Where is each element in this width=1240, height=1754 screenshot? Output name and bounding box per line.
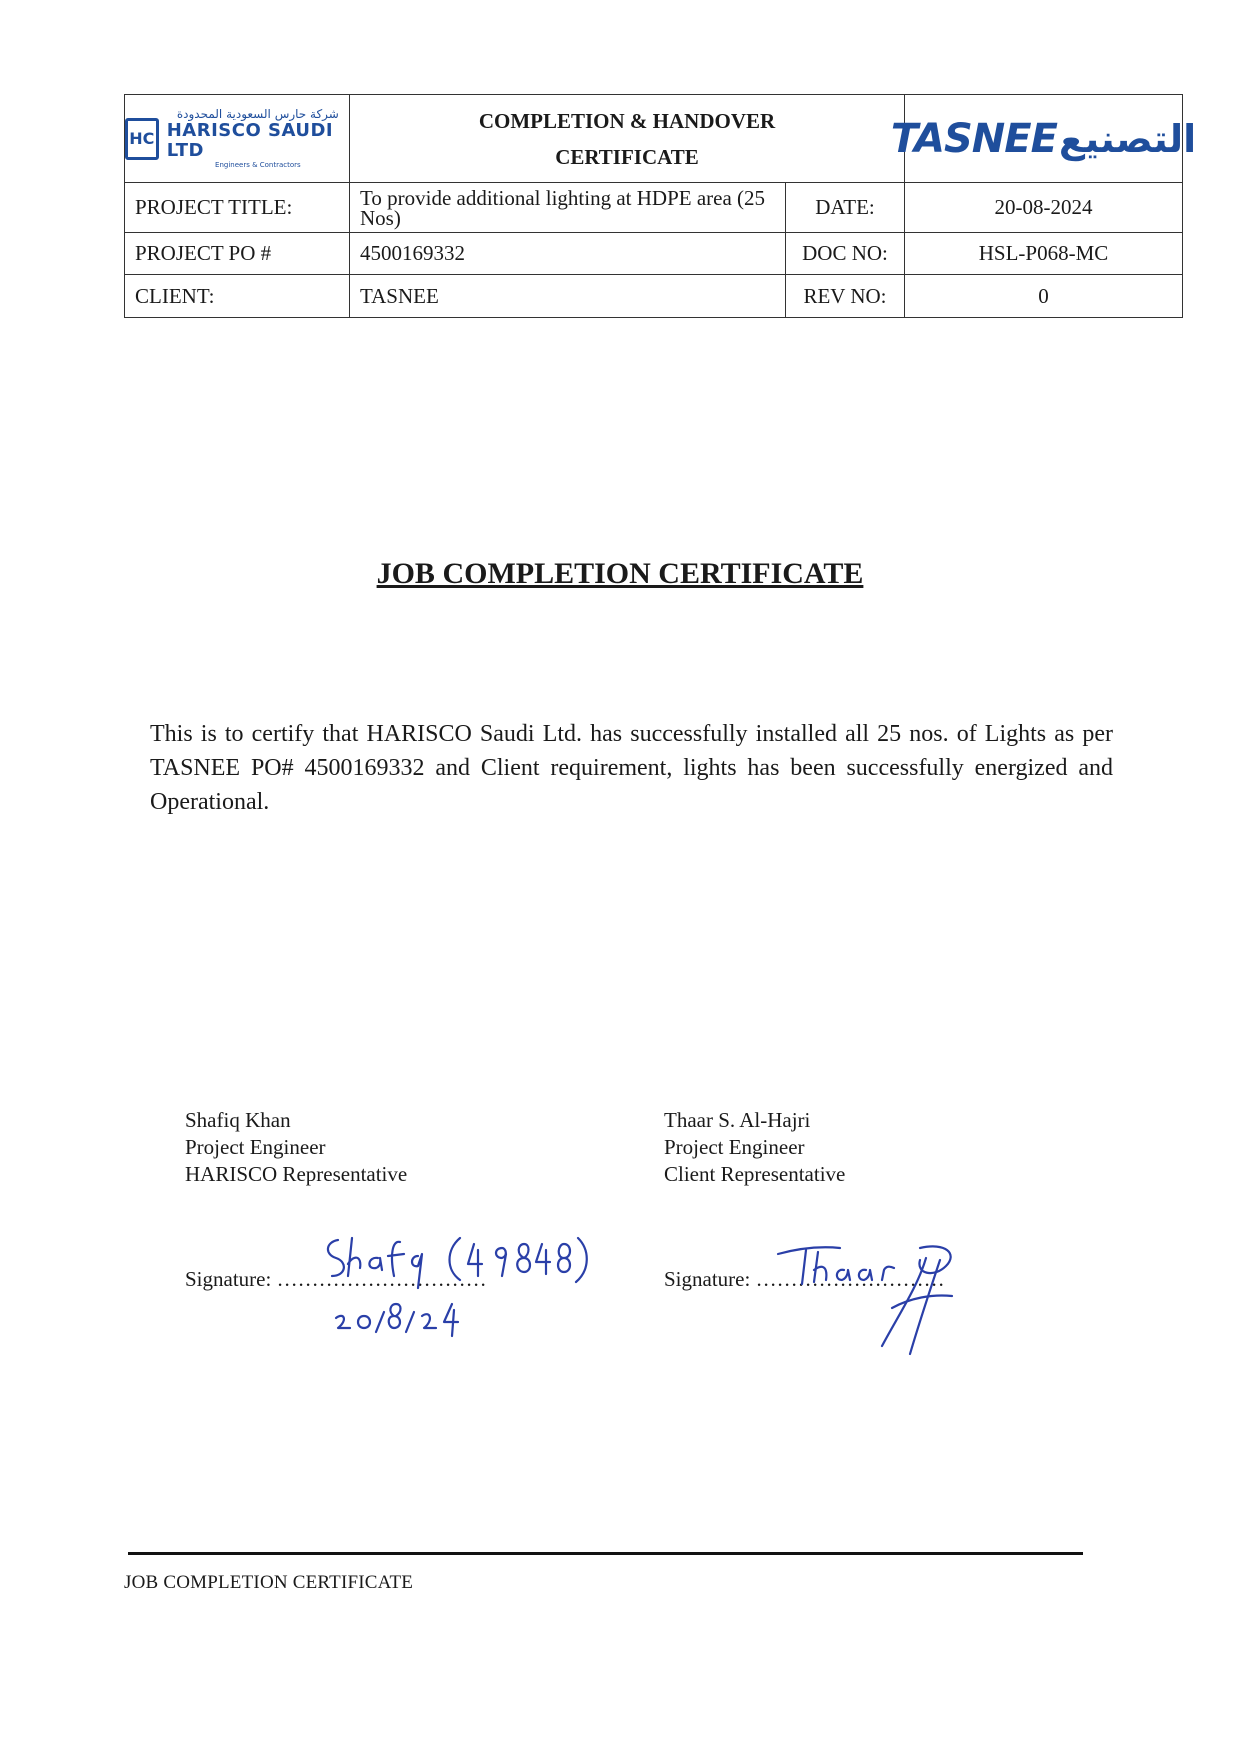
project-title-row xyxy=(125,183,1183,233)
client-signatory xyxy=(664,1107,845,1188)
tasnee-logo-arabic: التصنيع xyxy=(1058,116,1197,161)
signatory-role: Project Engineer xyxy=(185,1135,326,1159)
signatory-name: Thaar S. Al-Hajri xyxy=(664,1108,811,1132)
harisco-signatory xyxy=(185,1107,407,1188)
client-value: TASNEE xyxy=(350,275,786,318)
footer-rule xyxy=(128,1552,1083,1555)
harisco-tagline: Engineers & Contractors xyxy=(215,161,301,169)
harisco-logo xyxy=(125,95,349,182)
tasnee-logo xyxy=(890,95,1197,182)
tasnee-logo-cell xyxy=(890,95,1197,183)
header-table xyxy=(124,94,1197,318)
signatory-org: Client Representative xyxy=(664,1162,846,1186)
footer-title: JOB COMPLETION CERTIFICATE xyxy=(124,1572,414,1593)
harisco-handwritten-signature xyxy=(318,1232,588,1342)
harisco-mark-icon: HC xyxy=(125,118,159,160)
header-title-line1: COMPLETION & HANDOVER xyxy=(478,108,776,133)
tasnee-logo-english: TASNEE xyxy=(890,115,1057,162)
document-title: JOB COMPLETION CERTIFICATE xyxy=(376,557,864,590)
project-po-row xyxy=(125,233,1183,275)
client-handwritten-signature xyxy=(770,1236,970,1356)
date-label: DATE: xyxy=(786,183,905,233)
header-title-line2: CERTIFICATE xyxy=(555,144,699,169)
project-po-value: 4500169332 xyxy=(350,233,786,275)
harisco-logo-cell xyxy=(125,95,350,183)
client-signature-line: Signature: ……………………… xyxy=(664,1267,945,1291)
certification-statement: This is to certify that HARISCO Saudi Ltd. has successfully installed all 25 nos. of Lights as per TASNEE PO# 4500169332 and Client requirement, lights has been successfully energized and Operational. xyxy=(150,721,1113,815)
rev-no-label: REV NO: xyxy=(786,275,905,318)
date-value: 20-08-2024 xyxy=(905,183,1183,233)
project-title-value: To provide additional lighting at HDPE area (25 Nos) xyxy=(350,183,786,233)
client-row xyxy=(125,275,1183,318)
signatory-role: Project Engineer xyxy=(664,1135,805,1159)
harisco-name: HARISCO SAUDI LTD xyxy=(166,120,334,161)
certificate-header-title xyxy=(350,95,905,183)
client-label: CLIENT: xyxy=(125,275,350,318)
signatory-name: Shafiq Khan xyxy=(185,1108,291,1132)
harisco-arabic-name: شركة حارس السعودية المحدودة xyxy=(176,107,339,121)
harisco-signature-line: Signature: ………………………… xyxy=(185,1267,487,1291)
project-po-label: PROJECT PO # xyxy=(125,233,350,275)
rev-no-value: 0 xyxy=(905,275,1183,318)
doc-no-value: HSL-P068-MC xyxy=(905,233,1183,275)
signatory-org: HARISCO Representative xyxy=(185,1162,408,1186)
project-title-label: PROJECT TITLE: xyxy=(125,183,350,233)
doc-no-label: DOC NO: xyxy=(786,233,905,275)
